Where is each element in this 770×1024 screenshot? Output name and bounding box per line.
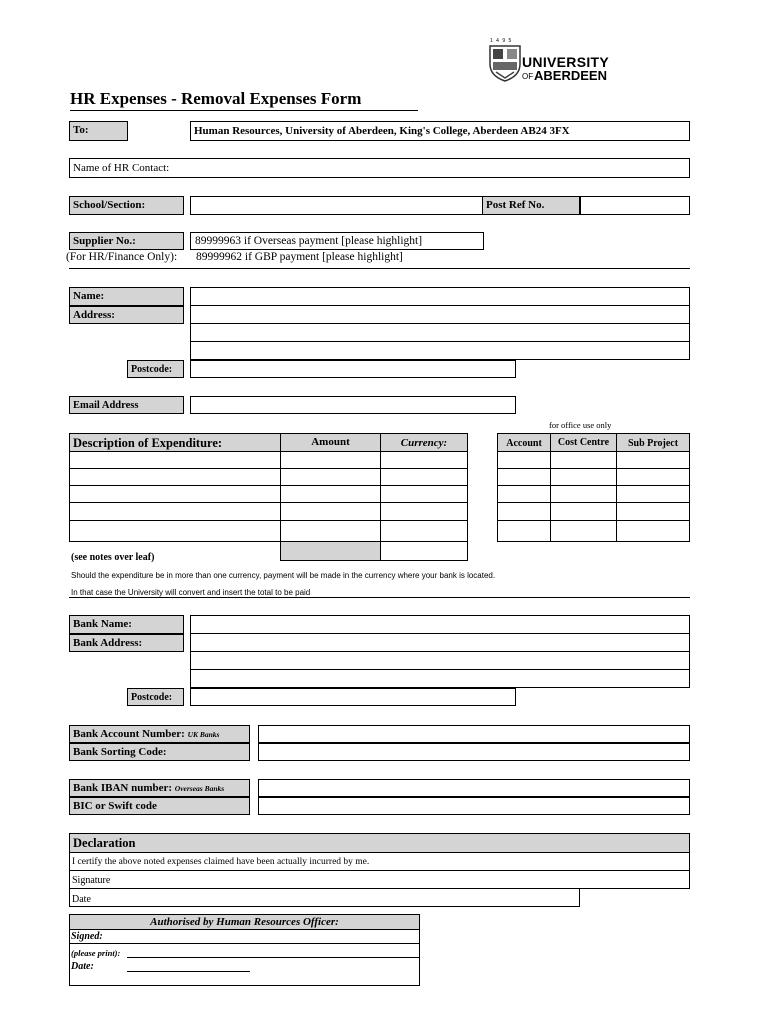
bic-field[interactable] (258, 797, 690, 815)
desc-cell-4[interactable] (69, 502, 281, 521)
bank-postcode-field[interactable] (190, 688, 516, 706)
amount-cell-1[interactable] (280, 451, 381, 469)
account-cell-1[interactable] (497, 451, 551, 469)
cost-centre-cell-1[interactable] (550, 451, 617, 469)
name-label: Name: (69, 287, 184, 306)
office-use-note: for office use only (549, 420, 612, 430)
iban-field[interactable] (258, 779, 690, 797)
bank-address-field-1[interactable] (190, 633, 690, 652)
desc-cell-1[interactable] (69, 451, 281, 469)
date-field[interactable]: Date (69, 888, 580, 907)
amount-cell-3[interactable] (280, 485, 381, 503)
cost-centre-cell-5[interactable] (550, 520, 617, 542)
hr-contact-field[interactable]: Name of HR Contact: (69, 158, 690, 178)
currency-header: Currency: (380, 433, 468, 452)
see-notes: (see notes over leaf) (71, 552, 155, 563)
address-field-1[interactable] (190, 305, 690, 324)
account-header: Account (497, 433, 551, 452)
university-logo (488, 38, 618, 84)
sub-project-header: Sub Project (616, 433, 690, 452)
post-ref-field[interactable] (580, 196, 690, 215)
signature-field[interactable]: Signature (69, 870, 690, 889)
address-field-2[interactable] (190, 323, 690, 342)
uk-banks-note: UK Banks (187, 730, 220, 739)
desc-cell-2[interactable] (69, 468, 281, 486)
bank-account-field[interactable] (258, 725, 690, 743)
postcode-field[interactable] (190, 360, 516, 378)
title-underline (70, 110, 418, 111)
sorting-code-label: Bank Sorting Code: (69, 743, 250, 761)
form-title: HR Expenses - Removal Expenses Form (70, 89, 362, 108)
currency-cell-5[interactable] (380, 520, 468, 542)
amount-cell-2[interactable] (280, 468, 381, 486)
bank-name-label: Bank Name: (69, 615, 184, 634)
signed-label: Signed: (71, 931, 103, 942)
account-cell-5[interactable] (497, 520, 551, 542)
sub-project-cell-1[interactable] (616, 451, 690, 469)
currency-cell-3[interactable] (380, 485, 468, 503)
overseas-banks-note: Overseas Banks (174, 784, 225, 793)
to-label: To: (69, 121, 128, 141)
postcode-label: Postcode: (127, 360, 184, 378)
name-field[interactable] (190, 287, 690, 306)
declaration-statement: I certify the above noted expenses claimed have been actually incurred by me. (69, 852, 690, 871)
sub-project-cell-4[interactable] (616, 502, 690, 521)
crest-icon (488, 44, 522, 82)
account-cell-3[interactable] (497, 485, 551, 503)
divider (69, 268, 690, 269)
authorised-title: Authorised by Human Resources Officer: (69, 914, 420, 930)
supplier-line2: 89999962 if GBP payment [please highlight] (196, 251, 403, 263)
cost-centre-cell-2[interactable] (550, 468, 617, 486)
currency-total-cell[interactable] (380, 541, 468, 561)
supplier-note: (For HR/Finance Only): (66, 251, 178, 263)
sub-project-cell-5[interactable] (616, 520, 690, 542)
email-field[interactable] (190, 396, 516, 414)
sub-project-cell-3[interactable] (616, 485, 690, 503)
cost-centre-cell-4[interactable] (550, 502, 617, 521)
bank-account-label (69, 725, 250, 743)
bank-address-field-2[interactable] (190, 651, 690, 670)
amount-total-cell[interactable] (280, 541, 381, 561)
account-cell-2[interactable] (497, 468, 551, 486)
sub-project-cell-2[interactable] (616, 468, 690, 486)
email-label: Email Address (69, 396, 184, 414)
iban-label (69, 779, 250, 797)
currency-cell-2[interactable] (380, 468, 468, 486)
amount-cell-4[interactable] (280, 502, 381, 521)
logo-line2: ABERDEEN (534, 68, 607, 83)
desc-cell-5[interactable] (69, 520, 281, 542)
to-value: Human Resources, University of Aberdeen, King's College, Aberdeen AB24 3FX (190, 121, 690, 141)
cost-centre-cell-3[interactable] (550, 485, 617, 503)
auth-date-line (127, 971, 250, 972)
currency-note-2: In that case the University will convert and insert the total to be paid (71, 588, 311, 597)
desc-header: Description of Expenditure: (69, 433, 281, 452)
iban-text: Bank IBAN number: (73, 782, 173, 794)
address-field-3[interactable] (190, 341, 690, 360)
print-line (127, 957, 420, 958)
divider (69, 597, 690, 598)
amount-cell-5[interactable] (280, 520, 381, 542)
logo-line1: UNIVERSITY (522, 54, 610, 70)
cost-centre-header: Cost Centre (550, 433, 617, 452)
logo-year: 1 4 9 5 (490, 38, 513, 44)
auth-date-label: Date: (71, 961, 94, 972)
currency-note-1: Should the expenditure be in more than one currency, payment will be made in the currency where your bank is located. (71, 571, 496, 580)
bank-address-field-3[interactable] (190, 669, 690, 688)
currency-cell-1[interactable] (380, 451, 468, 469)
bank-address-label: Bank Address: (69, 634, 184, 652)
bic-label: BIC or Swift code (69, 797, 250, 815)
desc-cell-3[interactable] (69, 485, 281, 503)
sorting-code-field[interactable] (258, 743, 690, 761)
supplier-label: Supplier No.: (69, 232, 184, 250)
school-label: School/Section: (69, 196, 184, 215)
bank-postcode-label: Postcode: (127, 688, 184, 706)
bank-account-text: Bank Account Number: (73, 728, 185, 740)
amount-header: Amount (280, 433, 381, 452)
account-cell-4[interactable] (497, 502, 551, 521)
post-ref-label: Post Ref No. (482, 196, 580, 215)
currency-cell-4[interactable] (380, 502, 468, 521)
bank-name-field[interactable] (190, 615, 690, 634)
signed-line (69, 943, 420, 944)
logo-of: OF (522, 72, 534, 81)
supplier-line1: 89999963 if Overseas payment [please highlight] (190, 232, 484, 250)
print-label: (please print): (71, 948, 121, 958)
address-label: Address: (69, 306, 184, 324)
declaration-title: Declaration (69, 833, 690, 853)
